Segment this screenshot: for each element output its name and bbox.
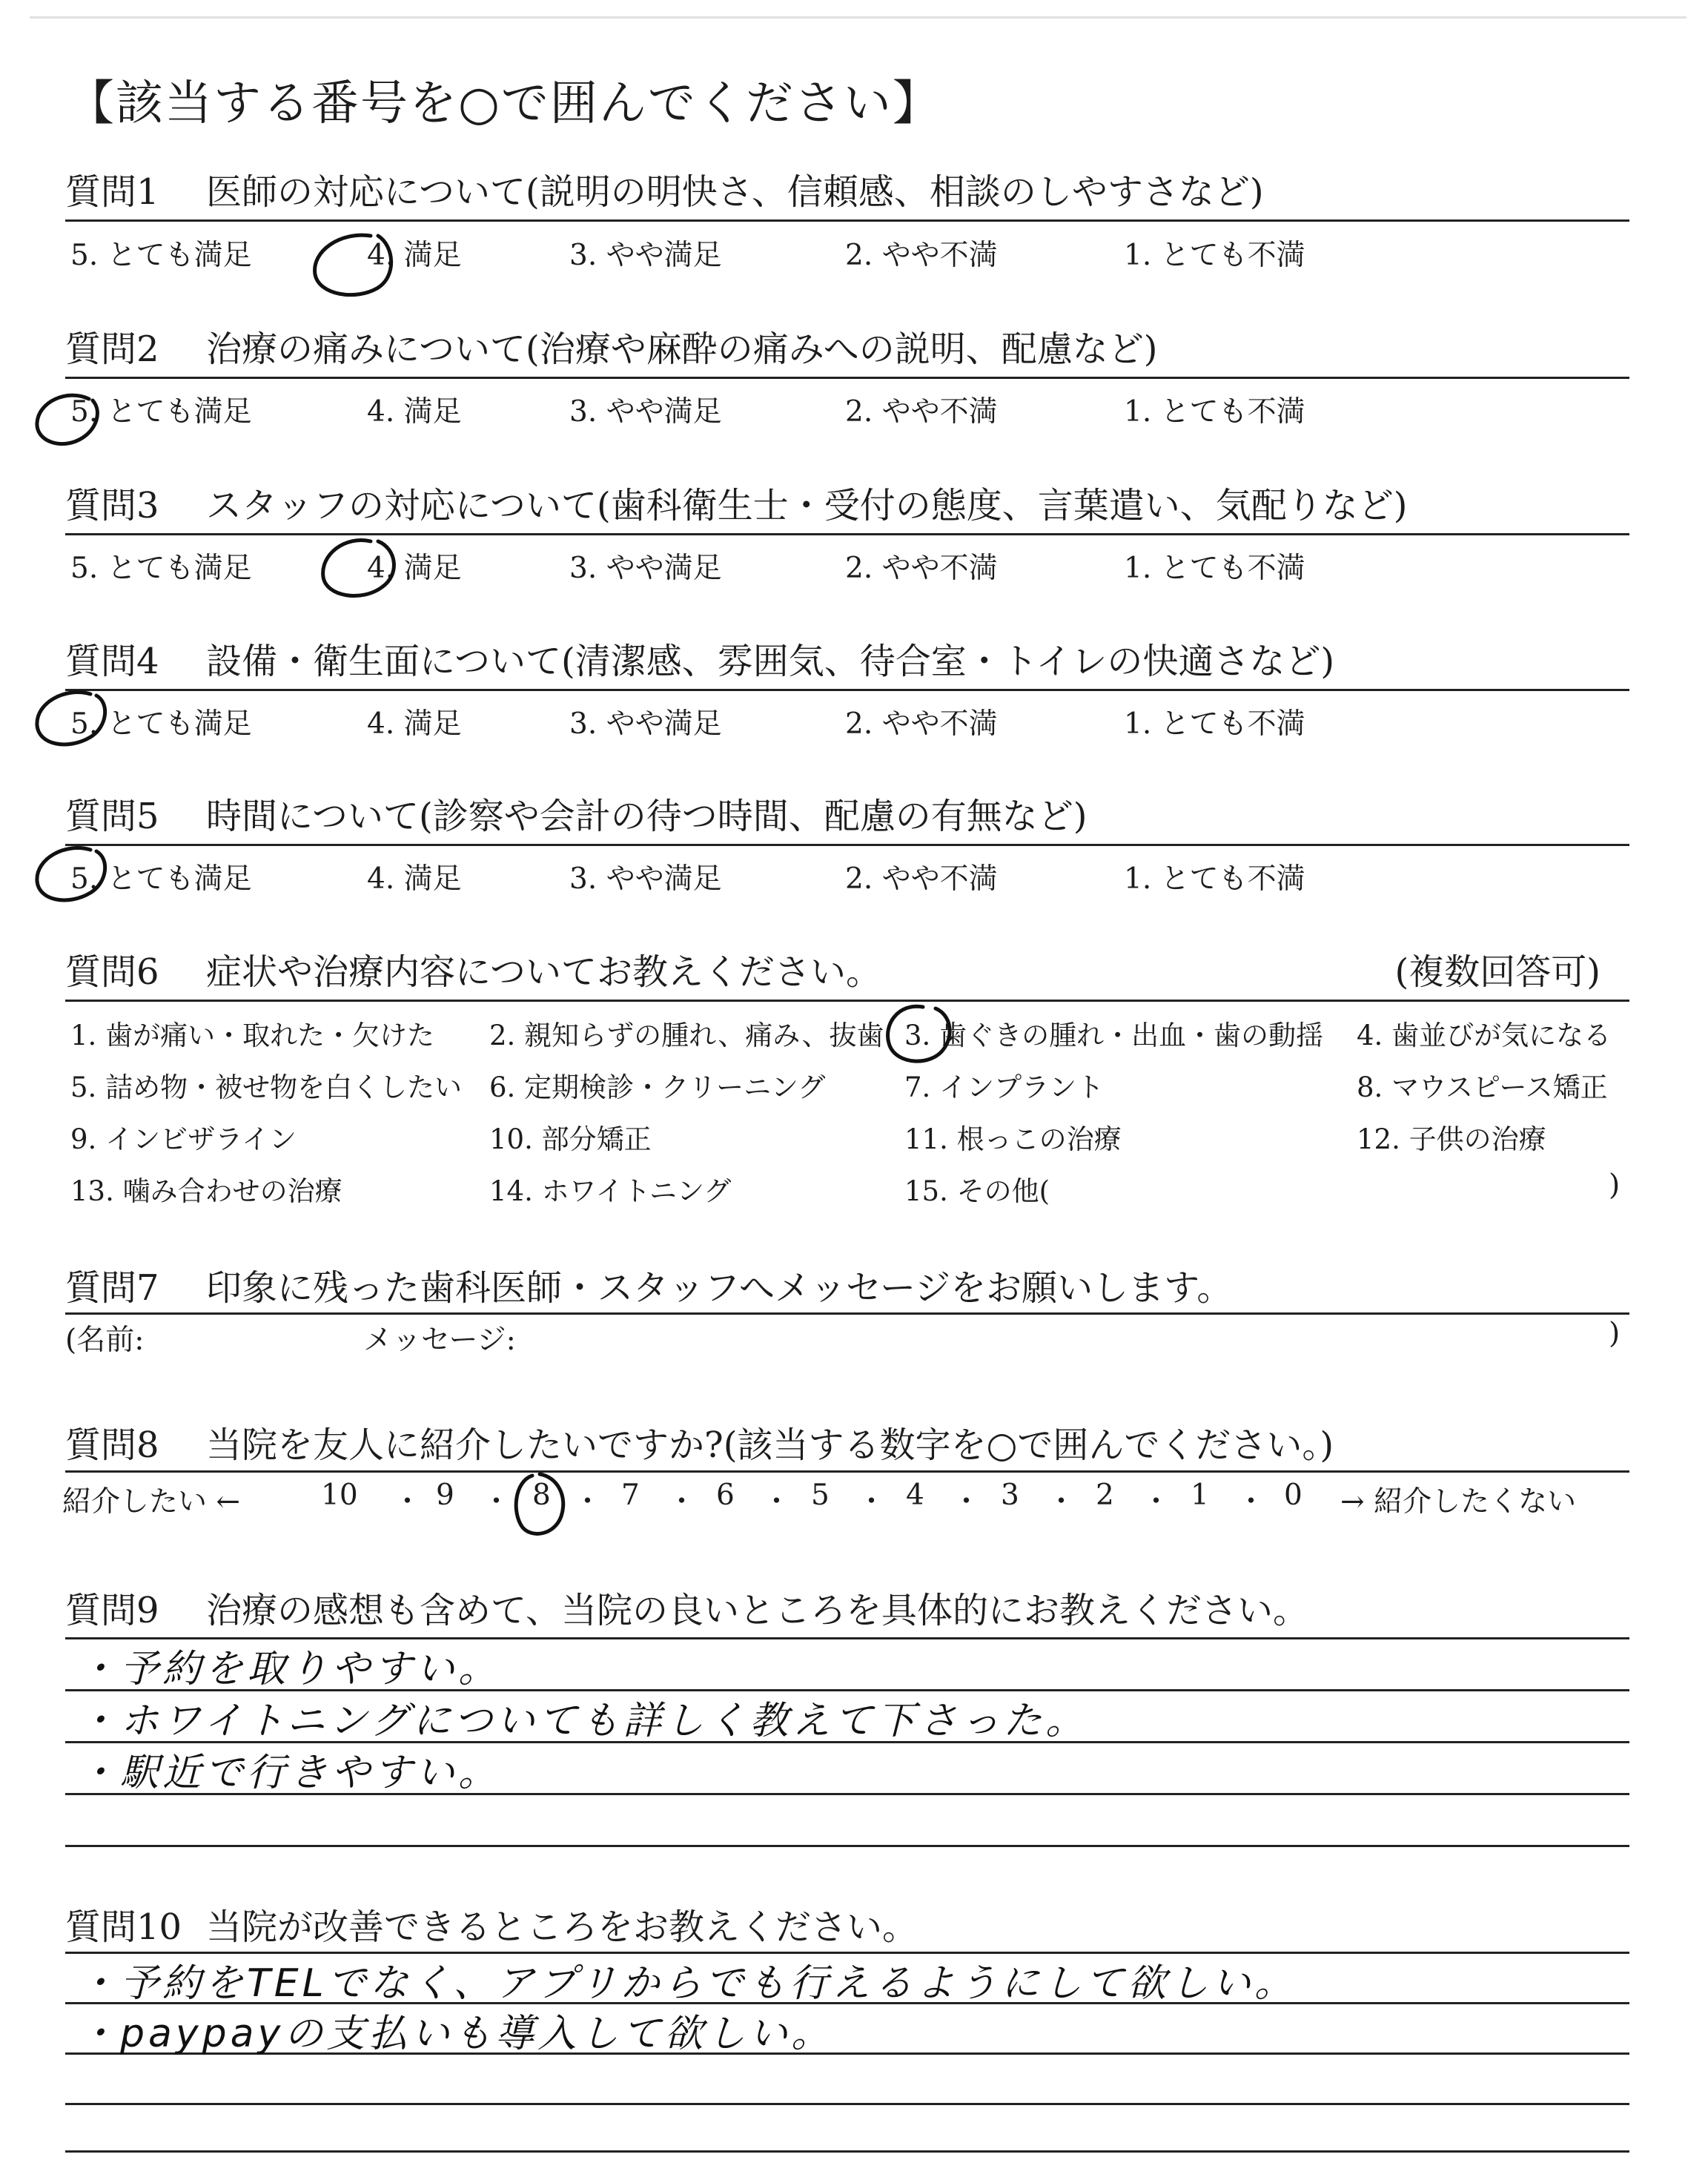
q8-dot: ・ bbox=[667, 1485, 697, 1519]
q8-recommend-label: 紹介したい ← bbox=[62, 1485, 241, 1519]
q2-option-2[interactable]: 2. やや不満 bbox=[845, 395, 998, 429]
q2-option-3[interactable]: 3. やや満足 bbox=[569, 395, 722, 429]
q1-option-1[interactable]: 1. とても不満 bbox=[1124, 239, 1305, 272]
q6-title bbox=[65, 943, 881, 994]
q8-score-8[interactable]: 8 bbox=[532, 1479, 551, 1512]
q2-option-5[interactable]: 5. とても満足 bbox=[70, 395, 252, 429]
q8-score-6[interactable]: 6 bbox=[716, 1479, 735, 1512]
q5-title bbox=[65, 787, 1088, 839]
q8-score-3[interactable]: 3 bbox=[1001, 1479, 1019, 1512]
q4-title bbox=[65, 633, 1334, 684]
q6-option-3[interactable]: 3. 歯ぐきの腫れ・出血・歯の動揺 bbox=[904, 1020, 1324, 1051]
q6-option-15[interactable]: 15. その他( bbox=[904, 1175, 1050, 1207]
q2-rule bbox=[65, 377, 1629, 379]
q2-title bbox=[65, 320, 1158, 371]
q8-score-4[interactable]: 4 bbox=[906, 1479, 924, 1512]
q8-dot: ・ bbox=[573, 1485, 603, 1519]
q1-rule bbox=[65, 219, 1629, 222]
q7-number: 質問7 bbox=[65, 1267, 159, 1309]
q6-option-10[interactable]: 10. 部分矯正 bbox=[489, 1123, 652, 1155]
q3-title bbox=[65, 477, 1408, 528]
q4-option-5[interactable]: 5. とても満足 bbox=[70, 707, 252, 741]
q2-option-1[interactable]: 1. とても不満 bbox=[1124, 395, 1305, 429]
q8-not-recommend-label: → 紹介したくない bbox=[1340, 1485, 1577, 1519]
q1-title bbox=[65, 163, 1264, 214]
q6-multiple-answer-note: (複数回答可) bbox=[1394, 951, 1601, 993]
q1-option-3[interactable]: 3. やや満足 bbox=[569, 239, 722, 272]
q8-score-1[interactable]: 1 bbox=[1191, 1479, 1209, 1512]
q10-number: 質問10 bbox=[65, 1906, 182, 1948]
q6-option-2[interactable]: 2. 親知らずの腫れ、痛み、抜歯 bbox=[489, 1020, 884, 1051]
q8-dot: ・ bbox=[762, 1485, 792, 1519]
q4-option-4[interactable]: 4. 満足 bbox=[367, 707, 462, 741]
answer-line bbox=[65, 2150, 1629, 2153]
q8-dot: ・ bbox=[393, 1485, 423, 1519]
q8-score-7[interactable]: 7 bbox=[621, 1479, 640, 1512]
q5-option-4[interactable]: 4. 満足 bbox=[367, 862, 462, 896]
q5-option-3[interactable]: 3. やや満足 bbox=[569, 862, 722, 896]
q7-text: 印象に残った歯科医師・スタッフへメッセージをお願いします。 bbox=[206, 1267, 1233, 1309]
q6-text: 症状や治療内容についてお教えください。 bbox=[206, 951, 882, 993]
q5-text: 時間について(診察や会計の待つ時間、配慮の有無など) bbox=[206, 796, 1088, 837]
q4-text: 設備・衛生面について(清潔感、雰囲気、待合室・トイレの快適さなど) bbox=[206, 641, 1335, 682]
q5-number: 質問5 bbox=[65, 796, 159, 837]
q6-option-9[interactable]: 9. インビザライン bbox=[70, 1123, 297, 1155]
q1-option-5[interactable]: 5. とても満足 bbox=[70, 239, 252, 272]
q8-title bbox=[65, 1416, 1334, 1467]
q3-number: 質問3 bbox=[65, 485, 159, 526]
q1-option-2[interactable]: 2. やや不満 bbox=[845, 239, 998, 272]
q5-rule bbox=[65, 844, 1629, 846]
q6-option-4[interactable]: 4. 歯並びが気になる bbox=[1357, 1020, 1612, 1051]
q4-rule bbox=[65, 689, 1629, 691]
q8-score-0[interactable]: 0 bbox=[1284, 1479, 1302, 1512]
q6-option-8[interactable]: 8. マウスピース矯正 bbox=[1357, 1071, 1608, 1103]
q6-option-5[interactable]: 5. 詰め物・被せ物を白くしたい bbox=[70, 1071, 463, 1103]
answer-line bbox=[65, 1845, 1629, 1847]
q6-option-6[interactable]: 6. 定期検診・クリーニング bbox=[489, 1071, 826, 1103]
q3-rule bbox=[65, 533, 1629, 535]
q7-rule bbox=[65, 1312, 1629, 1315]
q9-handwritten-answer-2: ・ホワイトニングについても詳しく教えて下さった。 bbox=[78, 1699, 1088, 1743]
q8-dot: ・ bbox=[1237, 1485, 1266, 1519]
q3-option-1[interactable]: 1. とても不満 bbox=[1124, 552, 1305, 585]
q8-score-2[interactable]: 2 bbox=[1096, 1479, 1114, 1512]
q2-option-4[interactable]: 4. 満足 bbox=[367, 395, 462, 429]
q10-handwritten-answer-1: ・予約をTELでなく、アプリからでも行えるようにして欲しい。 bbox=[78, 1961, 1297, 2006]
q4-number: 質問4 bbox=[65, 641, 159, 682]
q6-option-11[interactable]: 11. 根っこの治療 bbox=[904, 1123, 1122, 1155]
q8-dot: ・ bbox=[482, 1485, 512, 1519]
q8-dot: ・ bbox=[1142, 1485, 1171, 1519]
q6-option-15-close-paren: ) bbox=[1609, 1169, 1621, 1202]
q6-option-14[interactable]: 14. ホワイトニング bbox=[489, 1175, 732, 1207]
q8-score-5[interactable]: 5 bbox=[811, 1479, 830, 1512]
q7-close-paren: ) bbox=[1609, 1317, 1621, 1350]
q8-dot: ・ bbox=[1047, 1485, 1076, 1519]
page-title: 【該当する番号を○で囲んでください】 bbox=[67, 76, 941, 131]
q3-option-2[interactable]: 2. やや不満 bbox=[845, 552, 998, 585]
q9-handwritten-answer-3: ・駅近で行きやすい。 bbox=[78, 1751, 501, 1795]
q8-dot: ・ bbox=[857, 1485, 887, 1519]
q8-dot: ・ bbox=[952, 1485, 982, 1519]
q3-option-4[interactable]: 4. 満足 bbox=[367, 552, 462, 585]
q3-option-3[interactable]: 3. やや満足 bbox=[569, 552, 722, 585]
q8-text: 当院を友人に紹介したいですか?(該当する数字を○で囲んでください。) bbox=[206, 1424, 1334, 1466]
q6-option-7[interactable]: 7. インプラント bbox=[904, 1071, 1105, 1103]
q10-title bbox=[65, 1898, 918, 1949]
q6-number: 質問6 bbox=[65, 951, 159, 993]
q5-option-1[interactable]: 1. とても不満 bbox=[1124, 862, 1305, 896]
q9-number: 質問9 bbox=[65, 1590, 159, 1631]
q6-rule bbox=[65, 1000, 1629, 1002]
q9-text: 治療の感想も含めて、当院の良いところを具体的にお教えください。 bbox=[206, 1590, 1309, 1631]
answer-line bbox=[65, 2103, 1629, 2105]
q8-rule bbox=[65, 1470, 1629, 1473]
q5-option-5[interactable]: 5. とても満足 bbox=[70, 862, 252, 896]
q1-number: 質問1 bbox=[65, 171, 159, 213]
q1-text: 医師の対応について(説明の明快さ、信頼感、相談のしやすさなど) bbox=[206, 171, 1264, 213]
q8-score-10[interactable]: 10 bbox=[321, 1479, 358, 1512]
q10-text: 当院が改善できるところをお教えください。 bbox=[206, 1906, 918, 1948]
q5-option-2[interactable]: 2. やや不満 bbox=[845, 862, 998, 896]
q9-handwritten-answer-1: ・予約を取りやすい。 bbox=[78, 1647, 501, 1691]
q6-option-1[interactable]: 1. 歯が痛い・取れた・欠けた bbox=[70, 1020, 435, 1051]
q6-option-12[interactable]: 12. 子供の治療 bbox=[1357, 1123, 1546, 1155]
q2-number: 質問2 bbox=[65, 328, 159, 370]
q3-text: スタッフの対応について(歯科衛生士・受付の態度、言葉遣い、気配りなど) bbox=[206, 485, 1408, 526]
q7-title bbox=[65, 1259, 1232, 1310]
q1-option-4[interactable]: 4. 満足 bbox=[367, 239, 462, 272]
q2-text: 治療の痛みについて(治療や麻酔の痛みへの説明、配慮など) bbox=[206, 328, 1158, 370]
q8-number: 質問8 bbox=[65, 1424, 159, 1466]
q4-option-2[interactable]: 2. やや不満 bbox=[845, 707, 998, 741]
q3-option-5[interactable]: 5. とても満足 bbox=[70, 552, 252, 585]
top-edge-line bbox=[30, 16, 1687, 19]
q9-title bbox=[65, 1582, 1308, 1633]
q6-option-13[interactable]: 13. 噛み合わせの治療 bbox=[70, 1175, 342, 1207]
q10-handwritten-answer-2: ・paypayの支払いも導入して欲しい。 bbox=[78, 2012, 834, 2056]
q7-message-label: メッセージ: bbox=[363, 1324, 516, 1357]
q4-option-3[interactable]: 3. やや満足 bbox=[569, 707, 722, 741]
q8-score-9[interactable]: 9 bbox=[436, 1479, 454, 1512]
q4-option-1[interactable]: 1. とても不満 bbox=[1124, 707, 1305, 741]
q7-name-label: (名前: bbox=[65, 1324, 145, 1357]
